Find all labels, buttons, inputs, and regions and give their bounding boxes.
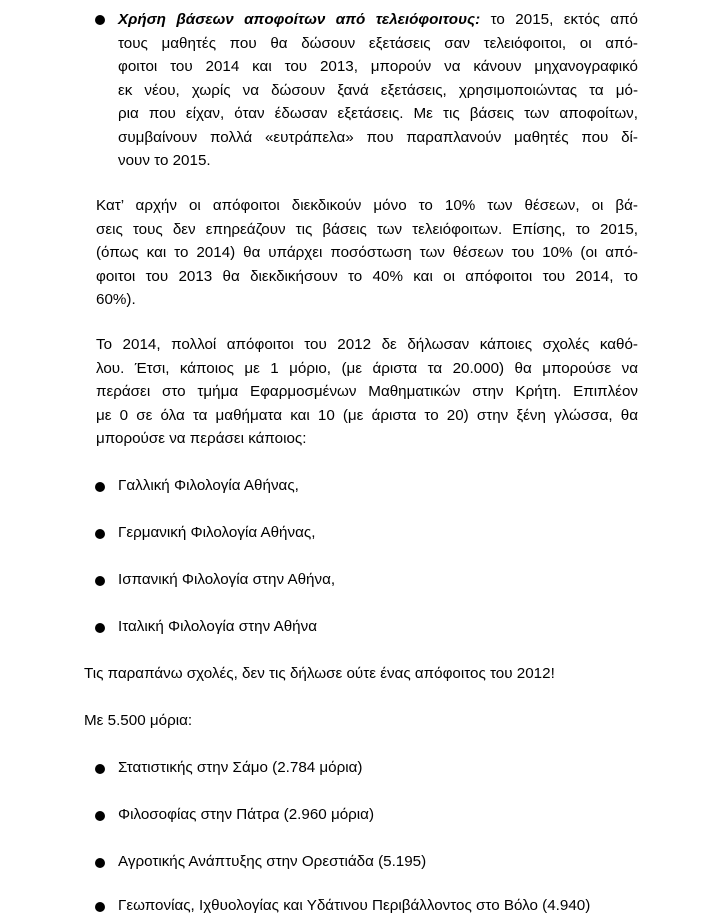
list-item: Ισπανική Φιλολογία στην Αθήνα,	[118, 571, 336, 588]
paragraph-line: 60%).	[96, 291, 136, 308]
bullet-icon	[95, 811, 105, 821]
paragraph-2	[96, 333, 638, 451]
intro-line: ρια που είχαν, όταν έδωσαν εξετάσεις. Με τις βάσεις των αποφοίτων,	[118, 105, 638, 122]
list-item: Γαλλική Φιλολογία Αθήνας,	[118, 477, 299, 494]
paragraph-line: λου. Έτσι, κάποιος με 1 μόριο, (με άριστα τα 20.000) θα μπορούσε να	[96, 359, 638, 377]
list-item: Ιταλική Φιλολογία στην Αθήνα	[118, 618, 317, 635]
bullet-icon	[95, 482, 105, 492]
bullet-icon	[95, 764, 105, 774]
intro-heading: Χρήση βάσεων αποφοίτων από τελειόφοιτους:	[118, 11, 481, 28]
paragraph-1	[96, 194, 638, 312]
paragraph-line: με 0 σε όλα τα μαθήματα και 10 (με άριστα το 20) στην ξένη γλώσσα, θα	[96, 406, 638, 424]
intro-line: νουν το 2015.	[118, 152, 211, 169]
list-item: Αγροτικής Ανάπτυξης στην Ορεστιάδα (5.195)	[118, 853, 427, 870]
list-item: Φιλοσοφίας στην Πάτρα (2.960 μόρια)	[118, 806, 375, 823]
bullet-icon	[95, 529, 105, 539]
paragraph-line: Κατ’ αρχήν οι απόφοιτοι διεκδικούν μόνο το 10% των θέσεων, οι βά-	[96, 197, 638, 214]
intro-item	[118, 8, 638, 173]
bullet-icon	[95, 623, 105, 633]
list-item: Στατιστικής στην Σάμο (2.784 μόρια)	[118, 759, 363, 776]
statement-text: Τις παραπάνω σχολές, δεν τις δήλωσε ούτε ένας απόφοιτος του 2012!	[84, 665, 555, 682]
paragraph-line: περάσει στο τμήμα Εφαρμοσμένων Μαθηματικών στην Κρήτη. Επιπλέον	[96, 383, 638, 400]
list-item: Γερμανική Φιλολογία Αθήνας,	[118, 524, 316, 541]
paragraph-line: μπορούσε να περάσει κάποιος:	[96, 430, 307, 447]
bullet-icon	[95, 858, 105, 868]
bullet-icon	[95, 902, 105, 912]
list-item: Γεωπονίας, Ιχθυολογίας και Υδάτινου Περιβάλλοντος στο Βόλο (4.940)	[118, 897, 591, 914]
bullet-icon	[95, 576, 105, 586]
subheading-text: Με 5.500 μόρια:	[84, 712, 193, 729]
intro-line: συμβαίνουν πολλά «ευτράπελα» που παραπλανούν μαθητές που δί-	[118, 128, 638, 146]
intro-line: φοιτοι του 2014 και του 2013, μπορούν να κάνουν μηχανογραφικό	[118, 58, 638, 75]
paragraph-line: σεις τους δεν επηρεάζουν τις βάσεις των τελειόφοιτων. Επίσης, το 2015,	[96, 220, 638, 238]
intro-line: το 2015, εκτός από	[490, 11, 638, 28]
bullet-icon	[95, 15, 105, 25]
intro-first-line	[118, 8, 638, 32]
paragraph-line: Το 2014, πολλοί απόφοιτοι του 2012 δε δήλωσαν κάποιες σχολές καθό-	[96, 336, 638, 353]
intro-line: εκ νέου, χωρίς να δώσουν ξανά εξετάσεις, χρησιμοποιώντας τα μό-	[118, 81, 638, 99]
paragraph-line: φοιτοι του 2013 θα διεκδικήσουν το 40% και οι απόφοιτοι του 2014, το	[96, 267, 638, 285]
intro-line: τους μαθητές που θα δώσουν εξετάσεις σαν τελειόφοιτοι, οι από-	[118, 34, 638, 52]
paragraph-line: (όπως και το 2014) θα υπάρχει ποσόστωση των θέσεων του 10% (οι από-	[96, 244, 638, 261]
